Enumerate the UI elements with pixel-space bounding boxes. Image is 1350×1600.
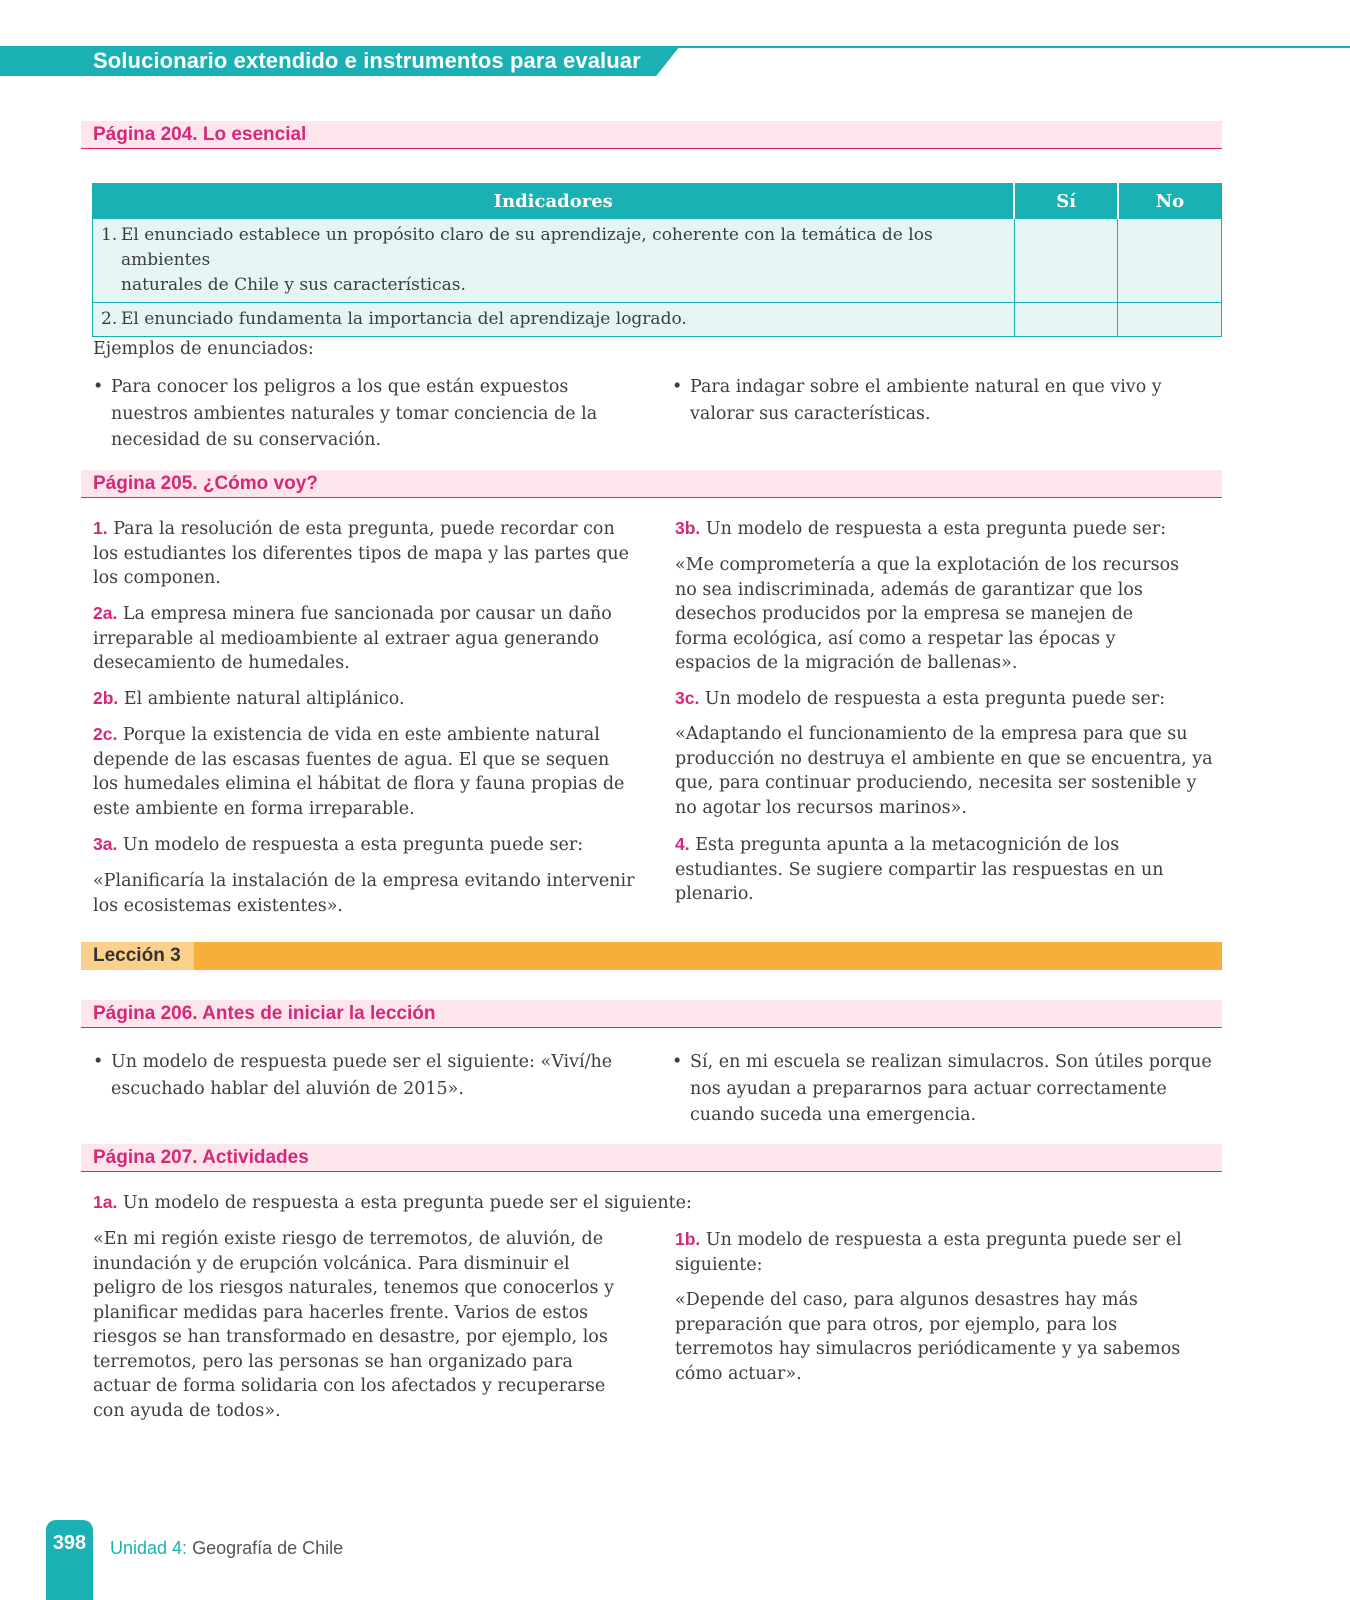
bullet-icon: • xyxy=(672,1052,683,1072)
answer-text: El ambiente natural altiplánico. xyxy=(123,689,405,709)
answer-text: Un modelo de respuesta a esta pregunta puede ser el siguiente: xyxy=(675,1230,1182,1275)
answer-label: 2a. xyxy=(93,603,118,623)
table-row xyxy=(93,303,1222,337)
answer-text: La empresa minera fue sancionada por causar un daño irreparable al medioambiente al extraer agua generando desecamiento de humedales. xyxy=(93,604,612,673)
answer-1b-quote: «Depende del caso, para algunos desastres hay más preparación que para otros, por ejemplo, para los terremotos hay simulacros periódicamente y ya sabemos cómo actuar». xyxy=(675,1290,1181,1384)
answer-2c xyxy=(93,722,638,821)
answer-text: Un modelo de respuesta a esta pregunta puede ser el siguiente: xyxy=(122,1193,692,1213)
answer-1a-quote: «En mi región existe riesgo de terremotos, de aluvión, de inundación y de erupción volcánica. Para disminuir el peligro de los riesgos naturales, tenemos que conocerlos y planificar medidas para hacerles frente. Varios de estos riesgos se han transformado en desastre, por ejemplo, los terremotos, pero las personas se han organizado para actuar de forma solidaria con los afectados y recuperarse con ayuda de todos». xyxy=(93,1229,614,1421)
table-row xyxy=(93,219,1222,303)
indicator-number: 1. xyxy=(101,225,118,245)
answer-label: 2c. xyxy=(93,724,118,744)
indicators-table xyxy=(92,183,1222,337)
answer-2b xyxy=(93,686,638,712)
answer-label: 3a. xyxy=(93,834,118,854)
answer-text: Un modelo de respuesta a esta pregunta puede ser: xyxy=(704,689,1166,709)
section-heading-label: Página 206. Antes de iniciar la lección xyxy=(93,1003,436,1024)
answer-text: Un modelo de respuesta a esta pregunta puede ser: xyxy=(705,519,1167,539)
section-heading-205 xyxy=(81,470,1222,498)
table-cell-indicator xyxy=(93,303,1015,337)
answer-text: Esta pregunta apunta a la metacognición de los estudiantes. Se sugiere compartir las respuestas en un plenario. xyxy=(675,835,1164,904)
table-cell-si[interactable] xyxy=(1014,303,1118,337)
answer-text: Para la resolución de esta pregunta, puede recordar con los estudiantes los diferentes tipos de mapa y las partes que los componen. xyxy=(93,519,630,588)
answer-label: 3c. xyxy=(675,688,700,708)
answer-3a xyxy=(93,832,638,858)
bullet-text: Para indagar sobre el ambiente natural en que vivo y valorar sus características. xyxy=(690,377,1162,424)
bullet-text: Sí, en mi escuela se realizan simulacros. Son útiles porque nos ayudan a prepararnos para actuar correctamente cuando suceda una emergencia. xyxy=(690,1052,1212,1125)
answer-3b-quote: «Me comprometería a que la explotación de los recursos no sea indiscriminada, además de garantizar que los desechos producidos por la empresa se manejen de forma ecológica, así como a respetar las épocas y espacios de la migración de ballenas». xyxy=(675,555,1180,673)
footer-unit-title: Geografía de Chile xyxy=(192,1538,344,1558)
table-cell-indicator xyxy=(93,219,1015,303)
indicator-number: 2. xyxy=(101,309,118,329)
section-heading-label: Página 207. Actividades xyxy=(93,1147,309,1168)
list-item xyxy=(93,374,633,454)
page-header-title: Solucionario extendido e instrumentos para evaluar xyxy=(93,48,641,73)
list-item xyxy=(93,1049,613,1102)
answer-3c xyxy=(675,686,1220,712)
table-header-indicadores: Indicadores xyxy=(93,184,1015,219)
answer-text: Porque la existencia de vida en este ambiente natural depende de las escasas fuentes de agua. El que se sequen los humedales elimina el hábitat de flora y fauna propias de este ambiente en forma irreparable. xyxy=(93,725,625,819)
lesson-bar xyxy=(81,942,1222,970)
answer-3a-quote: «Planificaría la instalación de la empresa evitando intervenir los ecosistemas existentes». xyxy=(93,871,635,916)
answer-label: 2b. xyxy=(93,688,119,708)
list-item xyxy=(672,1049,1217,1129)
answer-1 xyxy=(93,516,638,591)
table-cell-no[interactable] xyxy=(1118,303,1222,337)
examples-intro: Ejemplos de enunciados: xyxy=(93,339,314,359)
answer-1b xyxy=(675,1227,1195,1277)
bullet-text: Para conocer los peligros a los que están expuestos nuestros ambientes naturales y tomar conciencia de la necesidad de su conservación. xyxy=(111,377,598,450)
section-heading-206 xyxy=(81,1000,1222,1028)
bullet-icon: • xyxy=(672,377,683,397)
section-heading-207 xyxy=(81,1144,1222,1172)
indicator-text-cont: naturales de Chile y sus características. xyxy=(121,275,466,295)
bullet-icon: • xyxy=(93,377,104,397)
page-number: 398 xyxy=(52,1532,87,1554)
bullet-icon: • xyxy=(93,1052,104,1072)
table-header-si: Sí xyxy=(1014,184,1118,219)
answer-1a xyxy=(93,1190,793,1216)
answer-4 xyxy=(675,832,1220,907)
answer-3b xyxy=(675,516,1220,542)
table-header-row xyxy=(93,184,1222,219)
answer-label: 1b. xyxy=(675,1229,701,1249)
answer-label: 3b. xyxy=(675,518,701,538)
answer-label: 1. xyxy=(93,518,108,538)
bullet-text: Un modelo de respuesta puede ser el siguiente: «Viví/he escuchado hablar del aluvión de 2015». xyxy=(111,1052,613,1099)
answer-label: 1a. xyxy=(93,1192,118,1212)
section-heading-204 xyxy=(81,121,1222,149)
table-cell-si[interactable] xyxy=(1014,219,1118,303)
indicator-text: El enunciado establece un propósito claro de su aprendizaje, coherente con la temática de los ambientes xyxy=(121,225,933,270)
section-heading-label: Página 205. ¿Cómo voy? xyxy=(93,473,318,494)
section-heading-label: Página 204. Lo esencial xyxy=(93,124,307,145)
footer-unit-label: Unidad 4: xyxy=(110,1538,188,1558)
footer-unit xyxy=(110,1538,343,1559)
list-item xyxy=(672,374,1212,427)
table-header-no: No xyxy=(1118,184,1222,219)
lesson-label: Lección 3 xyxy=(93,945,181,966)
table-cell-no[interactable] xyxy=(1118,219,1222,303)
answer-text: Un modelo de respuesta a esta pregunta puede ser: xyxy=(122,835,584,855)
answer-label: 4. xyxy=(675,834,690,854)
answer-3c-quote: «Adaptando el funcionamiento de la empresa para que su producción no destruya el ambiente en que se encuentra, ya que, para continuar produciendo, necesita ser sostenible y no agotar los recursos marinos». xyxy=(675,724,1213,818)
answer-2a xyxy=(93,601,638,676)
indicator-text: El enunciado fundamenta la importancia del aprendizaje logrado. xyxy=(121,309,687,329)
